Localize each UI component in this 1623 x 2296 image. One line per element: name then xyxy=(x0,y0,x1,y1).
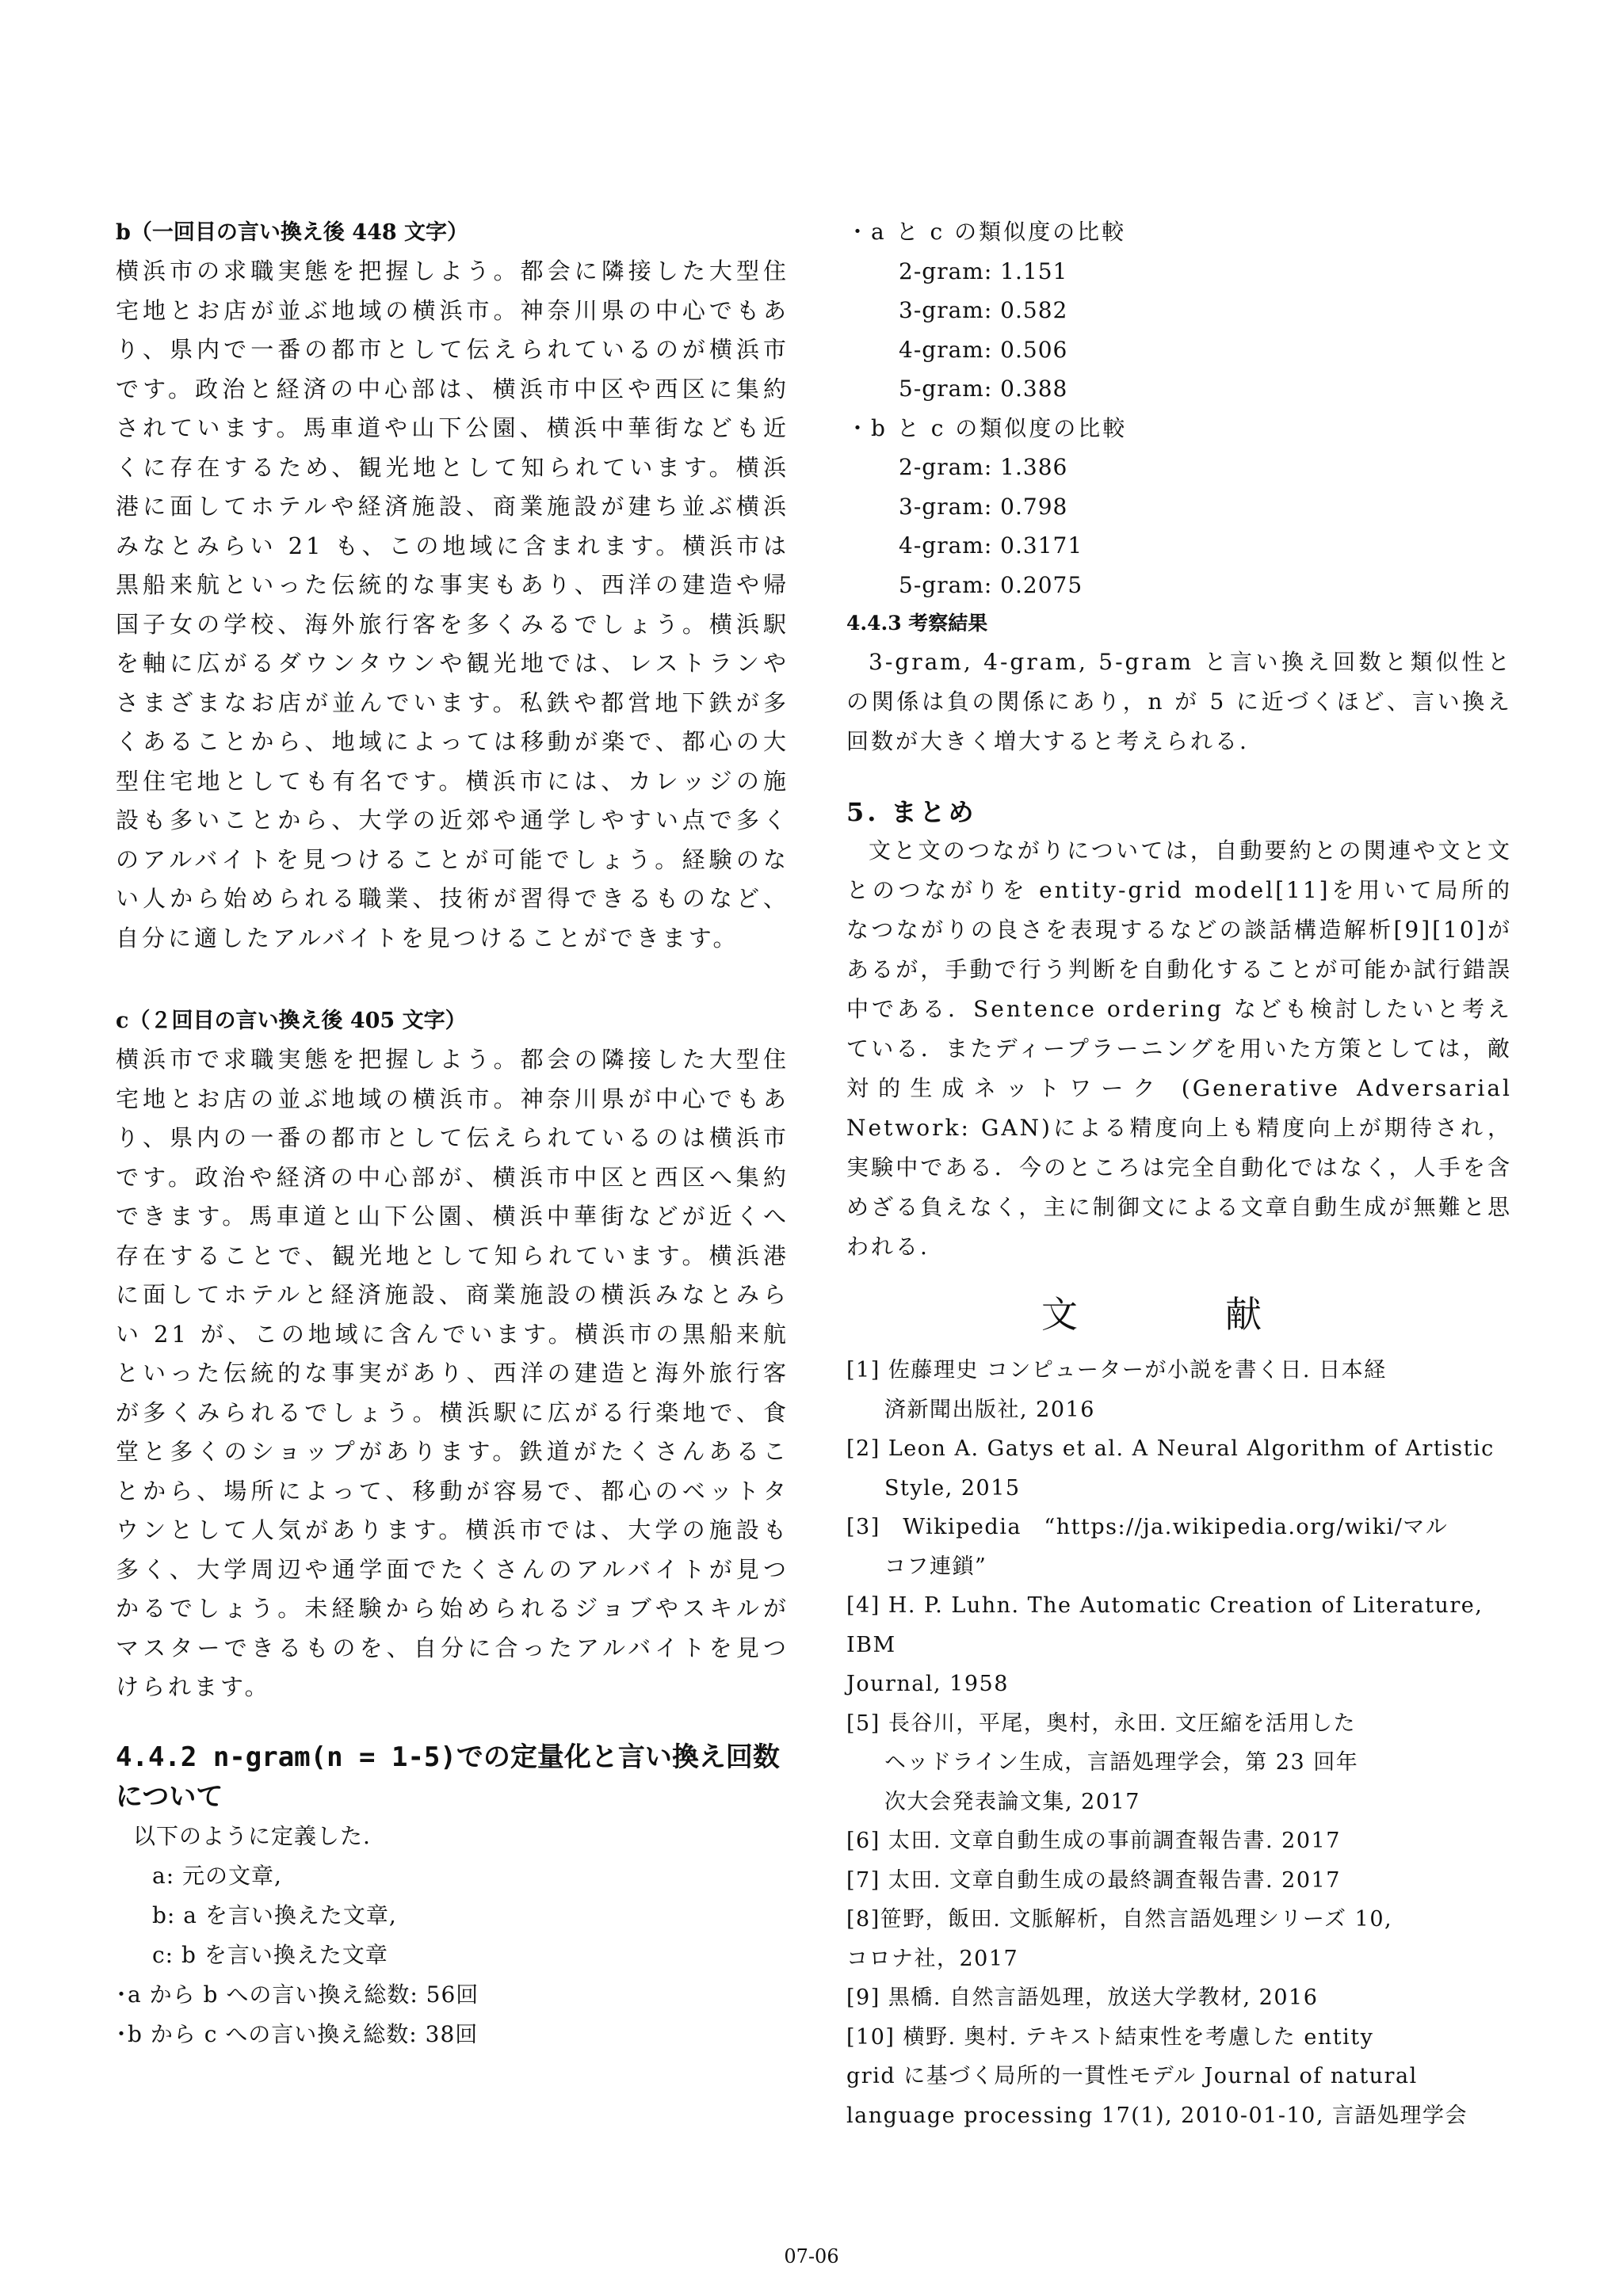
reference-continuation: grid に基づく局所的一貫性モデル Journal of natural language processing 17(1), 2010-01-10, 言語処理学会 xyxy=(846,2064,1468,2128)
b-paragraph: 横浜市の求職実態を把握しよう。都会に隣接した大型住宅地とお店が並ぶ地域の横浜市。神奈川県の中心でもあり、県内で一番の都市として伝えられているのが横浜市です。政治と経済の中心部は、横浜市中区や西区に集約されています。馬車道や山下公園、横浜中華街なども近くに存在するため、観光地として知られています。横浜港に面してホテルや経済施設、商業施設が建ち並ぶ横浜みなとみらい 21 も、この地域に含まれます。横浜市は黒船来航といった伝統的な事実もあり、西洋の建造や帰国子女の学校、海外旅行客を多くみるでしょう。横浜駅を軸に広がるダウンタウンや観光地では、レストランやさまざまなお店が並んでいます。私鉄や都営地下鉄が多くあることから、地域によっては移動が楽で、都心の大型住宅地としても有名です。横浜市には、カレッジの施設も多いことから、大学の近郊や通学しやすい点で多くのアルバイトを見つけることが可能でしょう。経験のない人から始められる職業、技術が習得できるものなど、自分に適したアルバイトを見つけることができます。 xyxy=(116,257,789,952)
c-paragraph: 横浜市で求職実態を把握しよう。都会の隣接した大型住宅地とお店の並ぶ地域の横浜市。神奈川県が中心でもあり、県内の一番の都市として伝えられているのは横浜市です。政治や経済の中心部が、横浜市中区と西区へ集約できます。馬車道と山下公園、横浜中華街などが近くへ存在することで、観光地として知られています。横浜港に面してホテルと経済施設、商業施設の横浜みなとみらい 21 が、この地域に含んでいます。横浜市の黒船来航といった伝統的な事実があり、西洋の建造と海外旅行客が多くみられるでしょう。横浜駅に広がる行楽地で、食堂と多くのショップがあります。鉄道がたくさんあることから、場所によって、移動が容易で、都心のベットタウンとして人気があります。横浜市では、大学の施設も多く、大学周辺や通学面でたくさんのアルバイトが見つかるでしょう。未経験から始められるジョブやスキルがマスターできるものを、自分に合ったアルバイトを見つけられます。 xyxy=(116,1046,789,1700)
reference-item xyxy=(846,1978,1512,2018)
reference-item xyxy=(846,1429,1512,1508)
ac-row: 3-gram: 0.582 xyxy=(899,297,1068,323)
reference-first-line: [10] 横野. 奥村. テキスト結束性を考慮した entity xyxy=(846,2024,1374,2050)
left-column xyxy=(116,214,789,2054)
bc-row: 4-gram: 0.3171 xyxy=(899,532,1083,559)
c-heading: c（２回目の言い換え後 405 文字） xyxy=(116,1009,467,1033)
bc-row: 5-gram: 0.2075 xyxy=(899,571,1083,598)
total-b-to-c: ･b から c への言い換え総数: 38回 xyxy=(116,2020,479,2047)
right-column xyxy=(846,212,1512,2135)
reference-first-line: [9] 黒橋. 自然言語処理，放送大学教材, 2016 xyxy=(846,1985,1319,2010)
reference-first-line: [5] 長谷川，平尾，奥村，永田. 文圧縮を活用した xyxy=(846,1711,1356,1736)
reference-item xyxy=(846,1821,1512,1861)
bc-similarity-title: ・b と c の類似度の比較 xyxy=(846,414,1128,441)
page-number: 07-06 xyxy=(784,2245,839,2267)
reference-continuation: コロナ社，2017 xyxy=(846,1946,1019,1971)
reference-continuation: 済新聞出版社, 2016 xyxy=(884,1397,1095,1422)
ac-row: 4-gram: 0.506 xyxy=(899,336,1068,363)
reference-list xyxy=(846,1351,1512,2135)
bc-row: 3-gram: 0.798 xyxy=(899,493,1068,520)
reference-first-line: [2] Leon A. Gatys et al. A Neural Algorithm of Artistic xyxy=(846,1436,1495,1461)
reference-continuation: Journal, 1958 xyxy=(846,1672,1009,1696)
definition-b: b: a を言い換えた文章, xyxy=(152,1901,397,1928)
section-title-4-4-2: 4.4.2 n-gram(n = 1-5)での定量化と言い換え回数について xyxy=(116,1741,780,1813)
subsection-title-4-4-3: 4.4.3 考察結果 xyxy=(846,612,988,635)
definition-intro: 以下のように定義した. xyxy=(133,1822,371,1849)
definition-c: c: b を言い換えた文章 xyxy=(152,1941,388,1968)
ac-row: 2-gram: 1.151 xyxy=(899,257,1068,284)
reference-item xyxy=(846,1586,1512,1704)
reference-item xyxy=(846,1351,1512,1429)
reference-first-line: [1] 佐藤理史 コンピューターが小説を書く日. 日本経 xyxy=(846,1358,1387,1383)
reference-item xyxy=(846,1508,1512,1586)
bc-row: 2-gram: 1.386 xyxy=(899,454,1068,480)
discussion-paragraph: 3-gram, 4-gram, 5-gram と言い換え回数と類似性との関係は負の関係にあり，n が 5 に近づくほど、言い換え回数が大きく増大すると考えられる. xyxy=(846,649,1512,754)
ac-row: 5-gram: 0.388 xyxy=(899,376,1068,402)
b-heading: b（一回目の言い換え後 448 文字） xyxy=(116,220,469,245)
reference-item xyxy=(846,1861,1512,1901)
reference-first-line: [8]笹野，飯田. 文脈解析，自然言語処理シリーズ 10, xyxy=(846,1907,1393,1932)
reference-item xyxy=(846,2018,1512,2136)
reference-continuation: コフ連鎖” xyxy=(884,1554,987,1579)
references-title: 文 献 xyxy=(1041,1293,1317,1336)
reference-item xyxy=(846,1900,1512,1978)
reference-first-line: [7] 太田. 文章自動生成の最終調査報告書. 2017 xyxy=(846,1867,1341,1893)
ac-similarity-title: ・a と c の類似度の比較 xyxy=(846,219,1127,245)
definition-a: a: 元の文章, xyxy=(152,1862,282,1889)
reference-item xyxy=(846,1704,1512,1822)
reference-continuation: ヘッドライン生成，言語処理学会，第 23 回年 次大会発表論文集, 2017 xyxy=(884,1750,1359,1814)
reference-first-line: [4] H. P. Luhn. The Automatic Creation of Literature, IBM xyxy=(846,1593,1484,1657)
summary-paragraph: 文と文のつながりについては，自動要約との関連や文と文とのつながりを entity-grid model[11]を用いて局所的なつながりの良さを表現するなどの談話構造解析[9][10]があるが，手動で行う判断を自動化することが可能か試行錯誤中である．Sentence ordering なども検討したいと考えている．またディープラーニングを用いた方策としては，敵対的生成ネットワーク (Generative Adversarial Network: GAN)による精度向上も精度向上が期待され，実験中である．今のところは完全自動化ではなく，人手を含めざる負えなく，主に制御文による文章自動生成が無難と思われる. xyxy=(846,837,1512,1260)
reference-continuation: Style, 2015 xyxy=(884,1475,1021,1501)
total-a-to-b: ･a から b への言い換え総数: 56回 xyxy=(116,1981,479,2008)
reference-first-line: [6] 太田. 文章自動生成の事前調査報告書. 2017 xyxy=(846,1829,1341,1853)
section-title-summary: 5. まとめ xyxy=(846,797,977,827)
reference-first-line: [3] Wikipedia “https://ja.wikipedia.org/wiki/マル xyxy=(846,1515,1449,1539)
